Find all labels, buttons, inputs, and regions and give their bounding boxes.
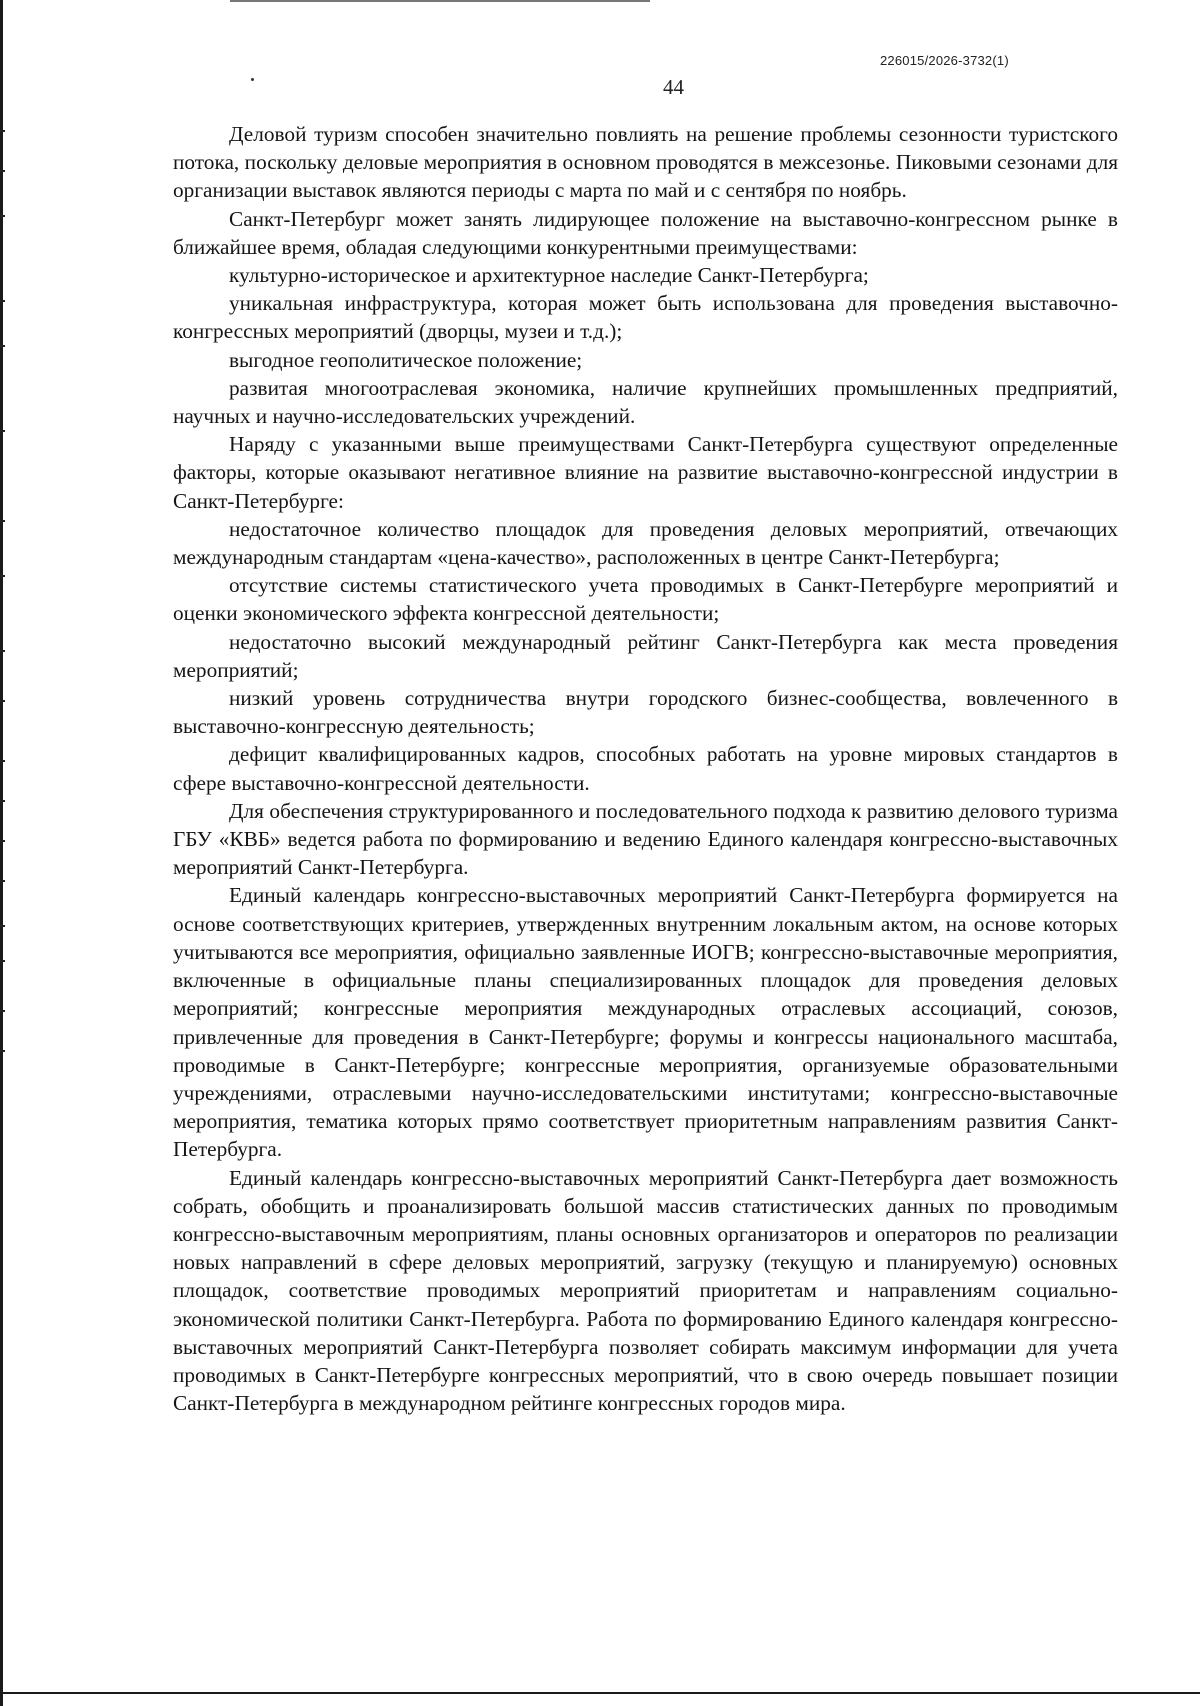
advantage-item-economy: развитая многоотраслевая экономика, наличие крупнейших промышленных предприятий, научных и научно-исследовательских учреждений. [173, 375, 1118, 429]
factor-item-rating: недостаточно высокий международный рейтинг Санкт-Петербурга как места проведения мероприятий; [173, 629, 1118, 682]
scan-binding-marks [0, 0, 6, 1706]
paragraph-calendar-criteria: Единый календарь конгрессно-выставочных мероприятий Санкт-Петербурга формируется на основе соответствующих критериев, утвержденных внутренним локальным актом, на основе которых учитываются все мероприятия, официально заявленные ИОГВ; конгрессно-выставочные мероприятия, включенные в официальные планы специализированных площадок для проведения деловых мероприятий; конгрессные мероприятия международных отраслевых ассоциаций, союзов, привлеченные для проведения в Санкт-Петербурге; форумы и конгрессы национального масштаба, проводимые в Санкт-Петербурге; конгрессные мероприятия, организуемые образовательными учреждениями, отраслевыми научно-исследовательскими институтами; конгрессно-выставочные мероприятия, тематика которых прямо соответствует приоритетным направлениям развития Санкт-Петербурга. [173, 883, 1118, 1162]
scan-bottom-rule [0, 1692, 1200, 1694]
advantage-item-infrastructure: уникальная инфраструктура, которая может быть использована для проведения выставочно-конгрессных мероприятий (дворцы, музеи и т.д.); [173, 291, 1118, 344]
scan-top-rule [230, 0, 650, 2]
factor-item-staff: дефицит квалифицированных кадров, способных работать на уровне мировых стандартов в сфере выставочно-конгрессной деятельности. [173, 742, 1118, 795]
factor-item-statistics: отсутствие системы статистического учета проводимых в Санкт-Петербурге мероприятий и оценки экономического эффекта конгрессной деятельности; [173, 573, 1118, 626]
advantage-item-geopolitical: выгодное геополитическое положение; [229, 347, 583, 372]
factor-item-cooperation: низкий уровень сотрудничества внутри городского бизнес-сообщества, вовлеченного в выставочно-конгрессную деятельность; [173, 686, 1118, 739]
page-number: 44 [663, 75, 684, 99]
paragraph-negative-factors-intro: Наряду с указанными выше преимуществами Санкт-Петербурга существуют определенные факторы, которые оказывают негативное влияние на развитие выставочно-конгрессной индустрии в Санкт-Петербурге: [173, 432, 1118, 513]
paragraph-business-tourism-seasonality: Деловой туризм способен значительно повлиять на решение проблемы сезонности туристского потока, поскольку деловые мероприятия в основном проводятся в межсезонье. Пиковыми сезонами для организации выставок являются периоды с марта по май и с сентября по ноябрь. [173, 122, 1118, 203]
paragraph-calendar-benefits: Единый календарь конгрессно-выставочных мероприятий Санкт-Петербурга дает возможность собрать, обобщить и проанализировать большой массив статистических данных по проводимым конгрессно-выставочным мероприятиям, планы основных организаторов и операторов по реализации новых направлений в сфере деловых мероприятий, загрузку (текущую и планируемую) основных площадок, соответствие проводимых мероприятий приоритетам и направлениям социально-экономической политики Санкт-Петербурга. Работа по формированию Единого календаря конгрессно-выставочных мероприятий Санкт-Петербурга позволяет собирать максимум информации для учета проводимых в Санкт-Петербурге конгрессных мероприятий, что в свою очередь повышает позиции Санкт-Петербурга в международном рейтинге конгрессных городов мира. [173, 1165, 1118, 1416]
paragraph-competitive-advantages-intro: Санкт-Петербург может занять лидирующее положение на выставочно-конгрессном рынке в ближайшее время, обладая следующими конкурентными преимуществами: [173, 206, 1118, 259]
document-registration-number: 226015/2026-3732(1) [880, 53, 1009, 68]
paragraph-unified-calendar-work: Для обеспечения структурированного и последовательного подхода к развитию делового туризма ГБУ «КВБ» ведется работа по формированию и ведению Единого календаря конгрессно-выставочных мероприятий Санкт-Петербурга. [173, 798, 1118, 880]
document-body [173, 120, 1118, 1417]
advantage-item-heritage: культурно-историческое и архитектурное наследие Санкт-Петербурга; [229, 263, 869, 288]
factor-item-venues: недостаточное количество площадок для проведения деловых мероприятий, отвечающих международным стандартам «цена-качество», расположенных в центре Санкт-Петербурга; [173, 516, 1118, 570]
